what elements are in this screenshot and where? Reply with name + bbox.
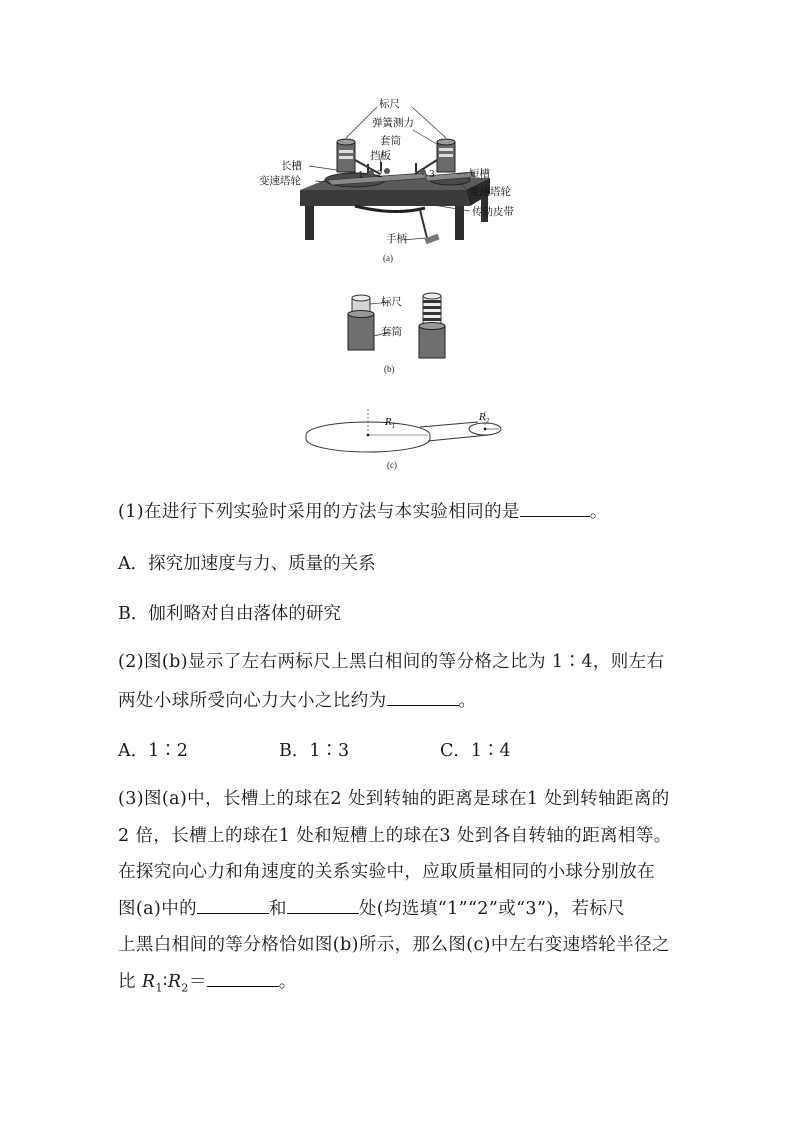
label-position-2: 2 — [377, 170, 383, 180]
question-2-option-b: B．1∶3 — [279, 741, 350, 761]
label-position-3: 3 — [429, 170, 435, 180]
question-2-option-a: A．1∶2 — [118, 741, 188, 761]
label-short-groove: 短槽 — [469, 168, 490, 180]
label-baffle: 挡板 — [370, 150, 391, 162]
label-b-ruler: 标尺 — [381, 296, 402, 308]
label-sleeve: 套筒 — [380, 135, 401, 147]
label-variable-pulley-left: 变速塔轮 — [259, 175, 301, 187]
question-1-option-a: A．探究加速度与力、质量的关系 — [118, 554, 376, 574]
answer-blank-q3-second[interactable] — [287, 893, 359, 914]
label-variable-pulley-right: 变速塔轮 — [469, 186, 511, 198]
answer-blank-q3-ratio[interactable] — [207, 966, 279, 987]
label-ruler: 标尺 — [379, 98, 400, 110]
label-position-1: 1 — [358, 171, 364, 181]
label-handle: 手柄 — [386, 233, 407, 245]
label-r2: $R_2$ — [479, 413, 490, 425]
question-3-stem: (3)图(a)中，长槽上的球在2 处到转轴的距离是球在1 处到转轴距离的 2 倍，长槽上的球在1 处和短槽上的球在3 处到各自转轴的距离相等。 在探究向心力和角速度的关系实验中，应取质量相同的小球分别放在 图(a)中的 和 处(均选填“1”“2”或“3”)，若标尺 上黑白相间的等分格恰如图(b)所示，那么图(c)中左右变速塔轮半径之 比 $R_1∶R_2=$ 。 — [118, 789, 672, 994]
answer-blank-q2[interactable] — [387, 685, 459, 706]
ruler-and-sleeve-drawing — [340, 292, 470, 382]
caption-b: (b) — [384, 364, 395, 374]
label-long-groove: 长槽 — [281, 160, 302, 172]
caption-a: (a) — [383, 253, 393, 263]
answer-blank-q3-first[interactable] — [197, 893, 269, 914]
label-r1: $R_1$ — [385, 418, 396, 430]
question-2-option-c: C．1∶4 — [440, 741, 511, 761]
answer-blank-q1[interactable] — [520, 496, 590, 517]
caption-c: (c) — [387, 460, 397, 470]
figure-a — [255, 90, 545, 270]
label-belt: 传动皮带 — [472, 206, 514, 218]
question-1-option-b: B．伽利略对自由落体的研究 — [118, 604, 341, 624]
figure-c — [300, 405, 510, 475]
label-spring-force: 弹簧测力 — [372, 117, 414, 129]
question-2-stem: (2)图(b)显示了左右两标尺上黑白相间的等分格之比为 1∶4，则左右 两处小球所受向心力大小之比约为 。 — [118, 652, 665, 711]
label-b-sleeve: 套筒 — [381, 326, 402, 338]
question-1-stem: (1)在进行下列实验时采用的方法与本实验相同的是 。 — [118, 496, 688, 529]
figure-b — [340, 292, 470, 382]
